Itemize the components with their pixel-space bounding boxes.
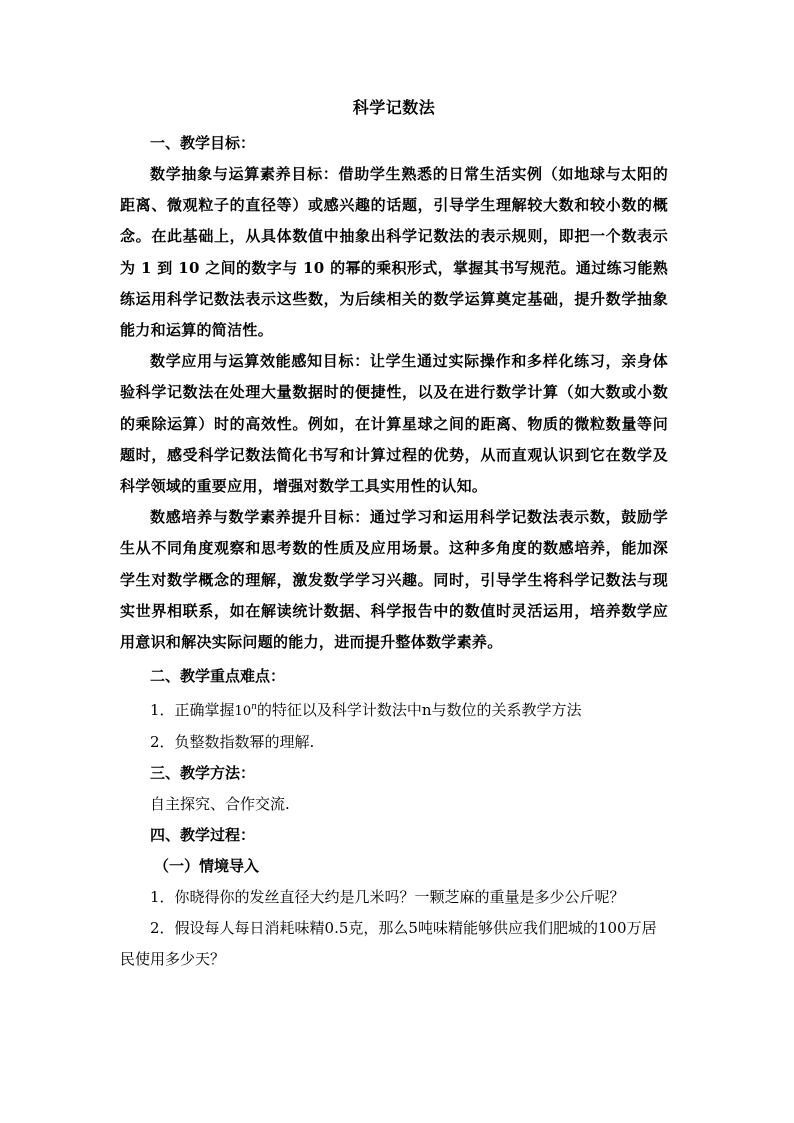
section-heading-process: 四、教学过程： (150, 826, 256, 845)
intro-question-2: 2．假设每人每日消耗味精0.5克，那么5吨味精能够供应我们肥城的100万居民使用多少天？ (120, 919, 657, 969)
method-text: 自主探究、合作交流. (150, 795, 290, 814)
section-heading-key-points: 二、教学重点难点： (150, 667, 286, 686)
document-title: 科学记数法 (352, 98, 436, 117)
key-point-1 (120, 695, 668, 727)
power-of-ten-base: 10 (234, 704, 252, 720)
intro-question-1: 1．你晓得你的发丝直径大约是几米吗？一颗芝麻的重量是多少公斤呢？ (150, 888, 625, 907)
goal-paragraph-2: 数学应用与运算效能感知目标：让学生通过实际操作和多样化练习，亲身体验科学记数法在处理大量数据时的便捷性，以及在进行数学计算（如大数或小数的乘除运算）时的高效性。例如，在计算星球之间的距离、物质的微粒数量等问题时，感受科学记数法简化书写和计算过程的优势，从而直观认识到它在数学及科学领域的重要应用，增强对数学工具实用性的认知。 (120, 352, 668, 496)
section-heading-methods: 三、教学方法： (150, 764, 256, 783)
section-heading-goals: 一、教学目标： (150, 134, 256, 152)
document-body (120, 96, 668, 975)
key-point-2: 2．负整数指数幂的理解. (150, 733, 315, 752)
goal-paragraph-3: 数感培养与数学素养提升目标：通过学习和运用科学记数法表示数，鼓励学生从不同角度观察和思考数的性质及应用场景。这种多角度的数感培养，能加深学生对数学概念的理解，激发数学学习兴趣。同时，引导学生将科学记数法与现实世界相联系，如在解读统计数据、科学报告中的数值时灵活运用，培养数学应用意识和解决实际问题的能力，进而提升整体数学素养。 (120, 508, 668, 652)
power-of-ten-exponent: n (251, 702, 257, 713)
goal-paragraph-1: 数学抽象与运算素养目标：借助学生熟悉的日常生活实例（如地球与太阳的距离、微观粒子的直径等）或感兴趣的话题，引导学生理解较大数和较小数的概念。在此基础上，从具体数值中抽象出科学记数法的表示规则，即把一个数表示为 1 到 10 之间的数字与 10 的幂的乘积形式，掌握其书写规范。通过练习能熟练运用科学记数法表示这些数，为后续相关的数学运算奠定基础，提升数学抽象能力和运算的简洁性。 (120, 165, 668, 340)
subsection-heading-intro: （一）情境导入 (154, 857, 260, 876)
key-point-1-prefix: 1．正确掌握 (150, 701, 235, 720)
key-point-1-suffix: 的特征以及科学计数法中n与数位的关系教学方法 (256, 701, 582, 720)
